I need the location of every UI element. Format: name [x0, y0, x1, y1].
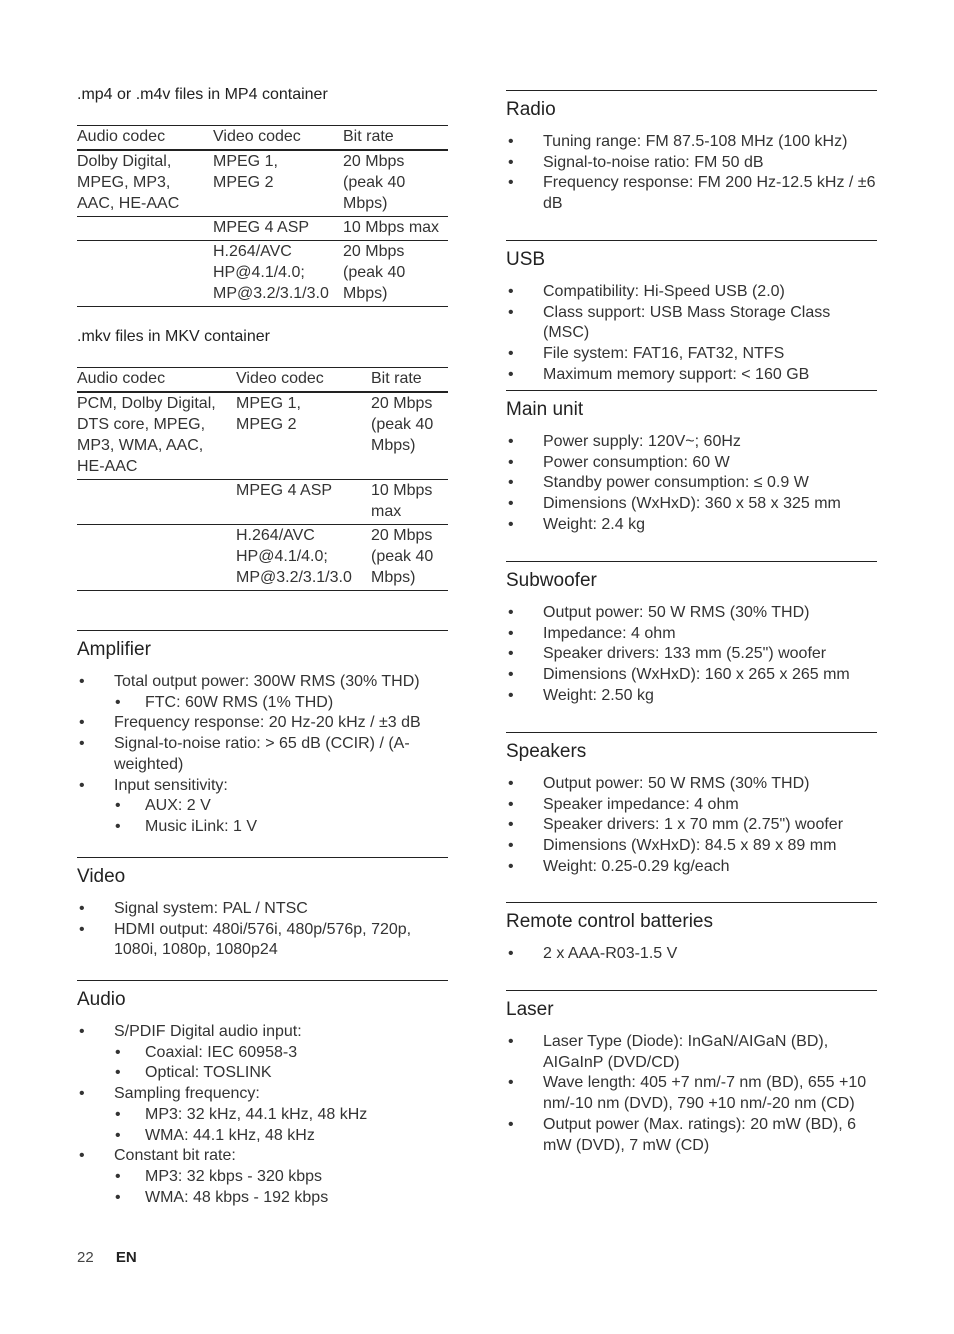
- spec-item: • S/PDIF Digital audio input:: [77, 1022, 448, 1043]
- spec-list: [77, 1022, 448, 1208]
- spec-item: • Power consumption: 60 W: [506, 453, 877, 474]
- spec-item: • Frequency response: 20 Hz-20 kHz / ±3 dB: [77, 713, 448, 734]
- spec-subitem: • MP3: 32 kbps - 320 kbps: [77, 1167, 448, 1188]
- table-header-cell: Bit rate: [343, 126, 448, 151]
- section-title: Speakers: [506, 741, 587, 762]
- table-cell: H.264/AVC HP@4.1/4.0; MP@3.2/3.1/3.0: [213, 241, 343, 307]
- table-cell: MPEG 1, MPEG 2: [213, 153, 278, 191]
- remote-batteries-section: [506, 902, 877, 965]
- table-row: [77, 392, 448, 480]
- spec-list: [506, 282, 877, 386]
- section-title: Audio: [77, 989, 126, 1010]
- table-cell: 20 Mbps (peak 40 Mbps): [371, 395, 434, 454]
- section-title: Video: [77, 866, 126, 887]
- table-cell: Dolby Digital, MPEG, MP3, AAC, HE-AAC: [77, 153, 180, 212]
- spec-item: • Speaker impedance: 4 ohm: [506, 795, 877, 816]
- spec-item: • Sampling frequency:: [77, 1084, 448, 1105]
- table-cell: 10 Mbps max: [343, 217, 448, 241]
- table-header-cell: Audio codec: [77, 126, 213, 151]
- spec-item: • Class support: USB Mass Storage Class (MSC): [506, 303, 877, 344]
- table-cell: [77, 480, 236, 525]
- table-cell: 20 Mbps (peak 40 Mbps): [371, 525, 448, 591]
- section-title: Laser: [506, 999, 554, 1020]
- radio-section: [506, 90, 877, 215]
- spec-list: [506, 1032, 877, 1156]
- table-row: [77, 241, 448, 307]
- table-cell: 20 Mbps (peak 40 Mbps): [343, 241, 448, 307]
- table-cell: MPEG 1, MPEG 2: [236, 395, 301, 433]
- spec-list: [77, 899, 448, 961]
- table-cell: PCM, Dolby Digital, DTS core, MPEG, MP3, WMA, AAC, HE-AAC: [77, 395, 216, 475]
- spec-subitem: • Optical: TOSLINK: [77, 1063, 448, 1084]
- section-title: Radio: [506, 99, 556, 120]
- spec-list: [506, 132, 877, 215]
- spec-item: • Signal-to-noise ratio: > 65 dB (CCIR) / (A-weighted): [77, 734, 448, 775]
- table-cell: MPEG 4 ASP: [213, 217, 343, 241]
- spec-item: • HDMI output: 480i/576i, 480p/576p, 720p, 1080i, 1080p, 1080p24: [77, 920, 448, 961]
- amplifier-section: [77, 630, 448, 838]
- subwoofer-section: [506, 561, 877, 707]
- spec-subitem: • WMA: 44.1 kHz, 48 kHz: [77, 1126, 448, 1147]
- table-header-cell: Video codec: [236, 368, 371, 393]
- spec-list: [77, 672, 448, 838]
- mp4-codec-table: [77, 125, 448, 307]
- spec-item: • Output power: 50 W RMS (30% THD): [506, 603, 877, 624]
- page-footer: [77, 1249, 137, 1266]
- speakers-section: [506, 732, 877, 878]
- spec-item: • Laser Type (Diode): InGaN/AIGaN (BD), AIGaInP (DVD/CD): [506, 1032, 877, 1073]
- laser-section: [506, 990, 877, 1156]
- spec-item: • Weight: 2.50 kg: [506, 686, 877, 707]
- table-header-cell: Video codec: [213, 126, 343, 151]
- table-row: [77, 525, 448, 591]
- spec-subitem: • FTC: 60W RMS (1% THD): [77, 693, 448, 714]
- spec-item: • Input sensitivity:: [77, 776, 448, 797]
- table-cell: [77, 241, 213, 307]
- spec-item: • Signal system: PAL / NTSC: [77, 899, 448, 920]
- spec-list: [506, 944, 877, 965]
- spec-item: • Total output power: 300W RMS (30% THD): [77, 672, 448, 693]
- table-row: [77, 217, 448, 241]
- section-title: USB: [506, 249, 546, 270]
- spec-item: • Dimensions (WxHxD): 160 x 265 x 265 mm: [506, 665, 877, 686]
- table-header-cell: Audio codec: [77, 368, 236, 393]
- usb-section: [506, 240, 877, 386]
- table-cell: H.264/AVC HP@4.1/4.0; MP@3.2/3.1/3.0: [236, 525, 371, 591]
- spec-item: • Weight: 0.25-0.29 kg/each: [506, 857, 877, 878]
- spec-subitem: • MP3: 32 kHz, 44.1 kHz, 48 kHz: [77, 1105, 448, 1126]
- section-title: Remote control batteries: [506, 911, 713, 932]
- spec-item: • Wave length: 405 +7 nm/-7 nm (BD), 655 +10 nm/-10 nm (DVD), 790 +10 nm/-20 nm (CD): [506, 1073, 877, 1114]
- spec-item: • Standby power consumption: ≤ 0.9 W: [506, 473, 877, 494]
- section-title: Main unit: [506, 399, 584, 420]
- spec-list: [506, 603, 877, 707]
- spec-list: [506, 432, 877, 536]
- spec-item: • Output power (Max. ratings): 20 mW (BD), 6 mW (DVD), 7 mW (CD): [506, 1115, 877, 1156]
- spec-item: • Speaker drivers: 133 mm (5.25") woofer: [506, 644, 877, 665]
- table-cell: 20 Mbps (peak 40 Mbps): [343, 153, 406, 212]
- table-cell: 10 Mbps max: [371, 480, 448, 525]
- spec-item: • Impedance: 4 ohm: [506, 624, 877, 645]
- spec-subitem: • WMA: 48 kbps - 192 kbps: [77, 1188, 448, 1209]
- spec-item: • 2 x AAA-R03-1.5 V: [506, 944, 877, 965]
- spec-item: • Speaker drivers: 1 x 70 mm (2.75") woofer: [506, 815, 877, 836]
- spec-item: • Power supply: 120V~; 60Hz: [506, 432, 877, 453]
- audio-section: [77, 980, 448, 1208]
- section-title: Subwoofer: [506, 570, 597, 591]
- spec-item: • Signal-to-noise ratio: FM 50 dB: [506, 153, 877, 174]
- table-cell: MPEG 4 ASP: [236, 480, 371, 525]
- main-unit-section: [506, 390, 877, 536]
- mp4-caption: .mp4 or .m4v files in MP4 container: [77, 86, 328, 103]
- spec-item: • Tuning range: FM 87.5-108 MHz (100 kHz): [506, 132, 877, 153]
- spec-subitem: • Coaxial: IEC 60958-3: [77, 1043, 448, 1064]
- spec-item: • Constant bit rate:: [77, 1146, 448, 1167]
- spec-item: • Dimensions (WxHxD): 84.5 x 89 x 89 mm: [506, 836, 877, 857]
- video-section: [77, 857, 448, 961]
- spec-item: • Frequency response: FM 200 Hz-12.5 kHz / ±6 dB: [506, 173, 877, 214]
- spec-list: [506, 774, 877, 878]
- table-cell: [77, 525, 236, 591]
- page-number: 22: [77, 1249, 94, 1266]
- mkv-caption: .mkv files in MKV container: [77, 328, 270, 345]
- language-code: EN: [115, 1249, 137, 1266]
- spec-item: • Weight: 2.4 kg: [506, 515, 877, 536]
- spec-item: • Dimensions (WxHxD): 360 x 58 x 325 mm: [506, 494, 877, 515]
- mkv-codec-table: [77, 367, 448, 591]
- spec-subitem: • AUX: 2 V: [77, 796, 448, 817]
- spec-item: • Maximum memory support: < 160 GB: [506, 365, 877, 386]
- table-row: [77, 480, 448, 525]
- spec-subitem: • Music iLink: 1 V: [77, 817, 448, 838]
- table-row: [77, 150, 448, 217]
- spec-item: • Compatibility: Hi-Speed USB (2.0): [506, 282, 877, 303]
- table-cell: [77, 217, 213, 241]
- section-title: Amplifier: [77, 639, 151, 660]
- spec-item: • Output power: 50 W RMS (30% THD): [506, 774, 877, 795]
- table-header-cell: Bit rate: [371, 368, 448, 393]
- spec-item: • File system: FAT16, FAT32, NTFS: [506, 344, 877, 365]
